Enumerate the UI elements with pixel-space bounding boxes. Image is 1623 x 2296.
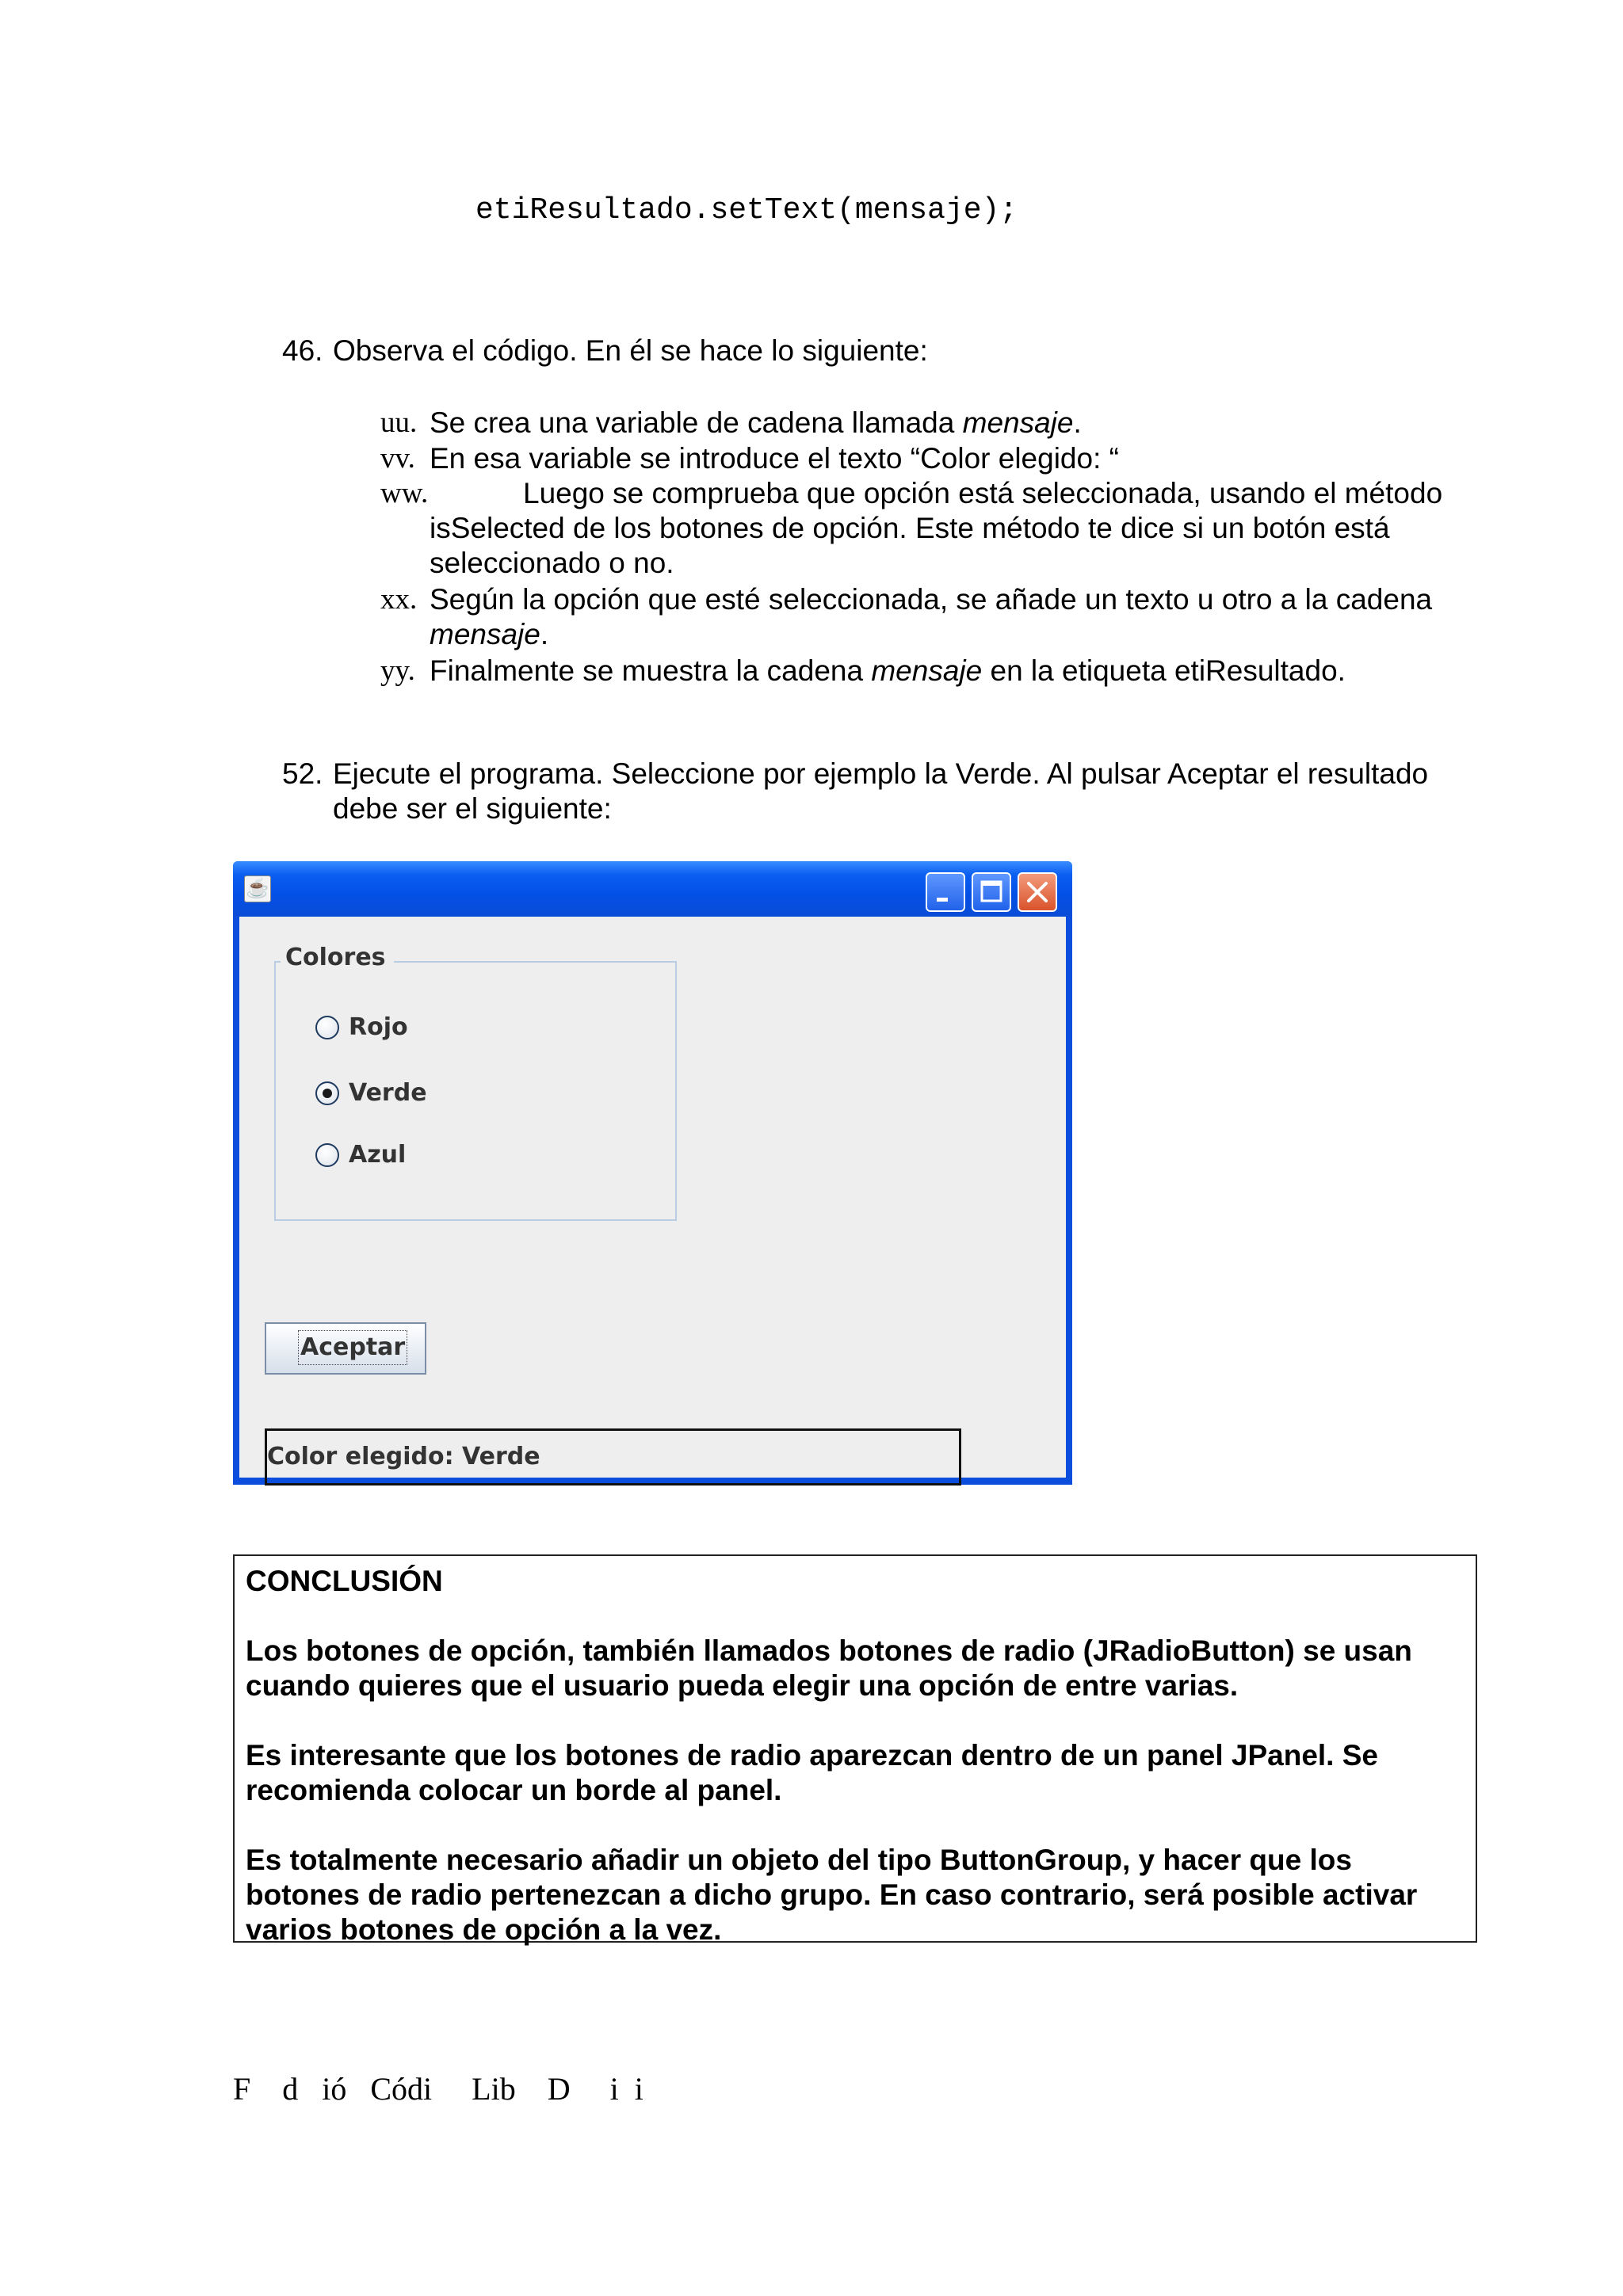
- maximize-button[interactable]: [972, 872, 1011, 912]
- step-52-line1: Ejecute el programa. Seleccione por ejemplo la Verde. Al pulsar Aceptar el resultado: [333, 757, 1429, 790]
- list-marker-xx: xx.: [380, 583, 418, 616]
- minimize-icon: [927, 874, 964, 910]
- list-marker-yy: yy.: [380, 654, 415, 687]
- conclusion-paragraph-3: Es totalmente necesario añadir un objeto del tipo ButtonGroup, y hacer que los botones de radio pertenezcan a dicho grupo. En caso contrario, será posible activar varios botones de opción a la vez.: [246, 1844, 1418, 1946]
- java-window: [233, 861, 1072, 1485]
- step-52-line2: debe ser el siguiente:: [333, 792, 612, 825]
- list-item-xx-line2: mensaje.: [430, 618, 549, 650]
- eti-resultado-label: Color elegido: Verde: [265, 1428, 961, 1486]
- radio-azul-circle[interactable]: [315, 1143, 339, 1167]
- conclusion-box: [233, 1554, 1477, 1946]
- window-content: [239, 917, 1066, 1478]
- list-marker-uu: uu.: [380, 406, 418, 439]
- list-marker-vv: vv.: [380, 442, 415, 475]
- radio-verde-label[interactable]: Verde: [349, 1079, 427, 1107]
- minimize-button[interactable]: [926, 872, 965, 912]
- list-item-ww-line2: isSelected de los botones de opción. Este método te dice si un botón está: [430, 512, 1390, 544]
- list-item-ww-line3: seleccionado o no.: [430, 547, 674, 579]
- close-icon: [1019, 874, 1056, 910]
- aceptar-button[interactable]: [265, 1322, 426, 1375]
- code-line: etiResultado.setText(mensaje);: [475, 193, 1018, 227]
- step-52-number: 52.: [282, 757, 323, 790]
- conclusion-paragraph-2: Es interesante que los botones de radio aparezcan dentro de un panel JPanel. Se recomienda colocar un borde al panel.: [246, 1739, 1378, 1806]
- colores-panel-title: Colores: [281, 944, 394, 971]
- list-marker-ww: ww.: [380, 477, 429, 509]
- list-item-xx-line1: Según la opción que esté seleccionada, se añade un texto u otro a la cadena: [430, 583, 1433, 616]
- step-46-number: 46.: [282, 334, 323, 367]
- list-item-ww-line1: Luego se comprueba que opción está seleccionada, usando el método: [523, 477, 1443, 509]
- maximize-icon: [973, 874, 1010, 910]
- list-item-vv: En esa variable se introduce el texto “Color elegido: “: [430, 442, 1119, 475]
- conclusion-heading: CONCLUSIÓN: [246, 1565, 443, 1597]
- conclusion-paragraph-1: Los botones de opción, también llamados botones de radio (JRadioButton) se usan cuando quieres que el usuario pueda elegir una opción de entre varias.: [246, 1634, 1412, 1702]
- list-item-yy: Finalmente se muestra la cadena mensaje en la etiqueta etiResultado.: [430, 654, 1346, 687]
- step-46-text: Observa el código. En él se hace lo siguiente:: [333, 334, 928, 367]
- window-titlebar[interactable]: [233, 861, 1072, 917]
- aceptar-button-label: Aceptar: [298, 1330, 407, 1365]
- radio-rojo-label[interactable]: Rojo: [349, 1013, 408, 1041]
- radio-rojo-circle[interactable]: [315, 1016, 339, 1039]
- radio-azul-label[interactable]: Azul: [349, 1141, 407, 1169]
- list-item-uu: Se crea una variable de cadena llamada mensaje.: [430, 406, 1082, 439]
- close-button[interactable]: [1018, 872, 1057, 912]
- radio-verde-circle[interactable]: [315, 1081, 339, 1105]
- java-cup-icon: ☕: [244, 875, 271, 902]
- page-footer: F d ió Códi Lib D i i: [233, 2071, 643, 2107]
